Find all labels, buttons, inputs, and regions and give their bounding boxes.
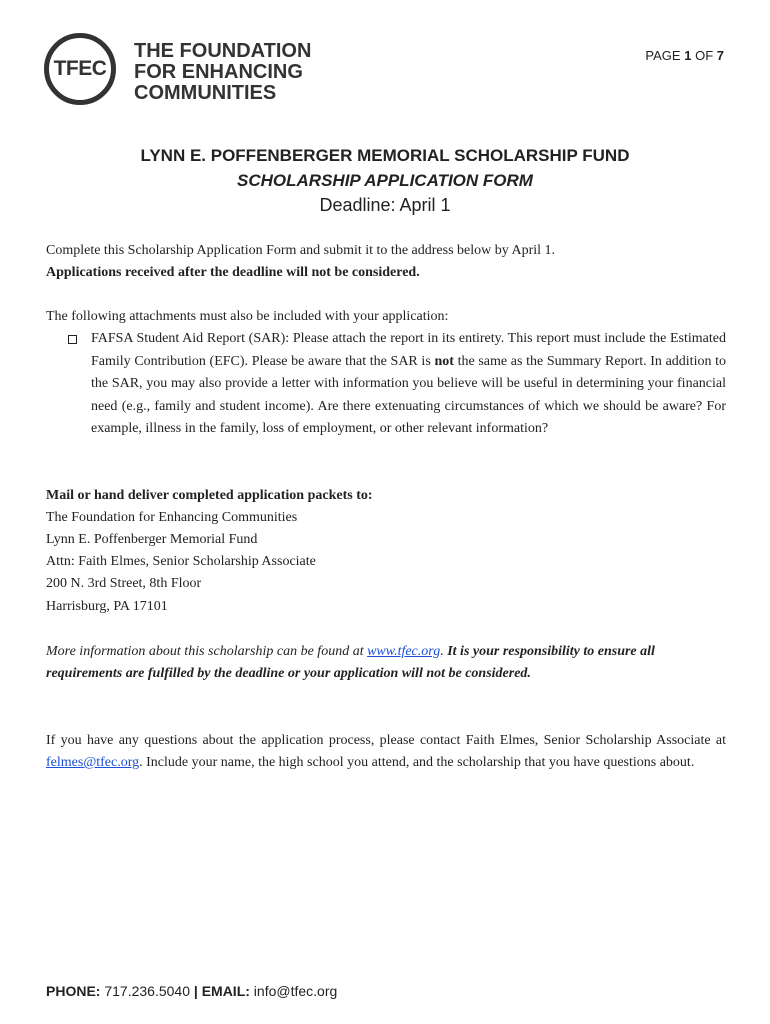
page-label: PAGE [645,48,681,63]
sar-text-1: FAFSA Student Aid Report (SAR): Please attach the report in its entirety. This report must include the Estimated Family Contribution (EFC). Please be aware that the SAR is [91,331,726,369]
footer-separator: | [193,983,198,999]
email-link[interactable]: felmes@tfec.org [46,755,140,770]
more-info-prefix: More information about this scholarship can be found at [46,644,364,659]
page-of: OF [695,48,714,63]
logo-line-1: THE FOUNDATION [134,40,312,62]
attachments-heading: The following attachments must also be included with your application: [46,309,449,324]
attachment-item-sar [91,328,726,441]
intro-line: Complete this Scholarship Application Form and submit it to the address below by April 1. [46,243,556,258]
address-line-4: 200 N. 3rd Street, 8th Floor [46,576,202,591]
address-line-2: Lynn E. Poffenberger Memorial Fund [46,532,258,547]
checkbox-icon [68,335,77,344]
questions-suffix: . Include your name, the high school you attend, and the scholarship that you have questions about. [139,755,695,770]
mailing-heading: Mail or hand deliver completed application packets to: [46,488,373,503]
address-line-1: The Foundation for Enhancing Communities [46,510,298,525]
page-current: 1 [684,48,692,63]
email-label: EMAIL: [201,983,250,999]
more-info [46,641,726,685]
phone-label: PHONE: [46,983,101,999]
logo-line-2: FOR ENHANCING [134,61,303,83]
sar-text-bold: not [434,353,454,369]
more-info-suffix: . [440,644,444,659]
deadline: Deadline: April 1 [319,195,451,215]
form-title: SCHOLARSHIP APPLICATION FORM [237,171,533,190]
page-total: 7 [716,48,724,63]
questions-paragraph [46,730,726,774]
intro-warning: Applications received after the deadline will not be considered. [46,265,420,280]
questions-prefix: If you have any questions about the application process, please contact Faith Elmes, Senior Scholarship Associate at [46,733,726,748]
more-info-responsibility: It is your responsibility to ensure all requirements are fulfilled by the deadline or your application will not be considered. [46,644,655,681]
sar-text-2: the same as the Summary Report. In addition to the SAR, you may also provide a letter with information you believe will be useful in determining your financial need (e.g., family and student income). Are there extenuating circumstances of which we should be aware? For example, illness in the family, loss of employment, or other relevant information? [91,353,727,436]
footer-email: info@tfec.org [253,983,338,999]
address-line-5: Harrisburg, PA 17101 [46,599,168,614]
address-line-3: Attn: Faith Elmes, Senior Scholarship Associate [46,554,316,569]
logo-wordmark [134,41,311,104]
fund-title: LYNN E. POFFENBERGER MEMORIAL SCHOLARSHIP FUND [140,146,630,165]
footer-contact [46,983,337,999]
logo-mark [44,33,116,105]
logo-line-3: COMMUNITIES [134,82,277,104]
page-number [645,48,724,63]
phone-number: 717.236.5040 [104,983,190,999]
logo-monogram: TFEC [53,57,107,80]
website-link[interactable]: www.tfec.org [367,644,441,659]
